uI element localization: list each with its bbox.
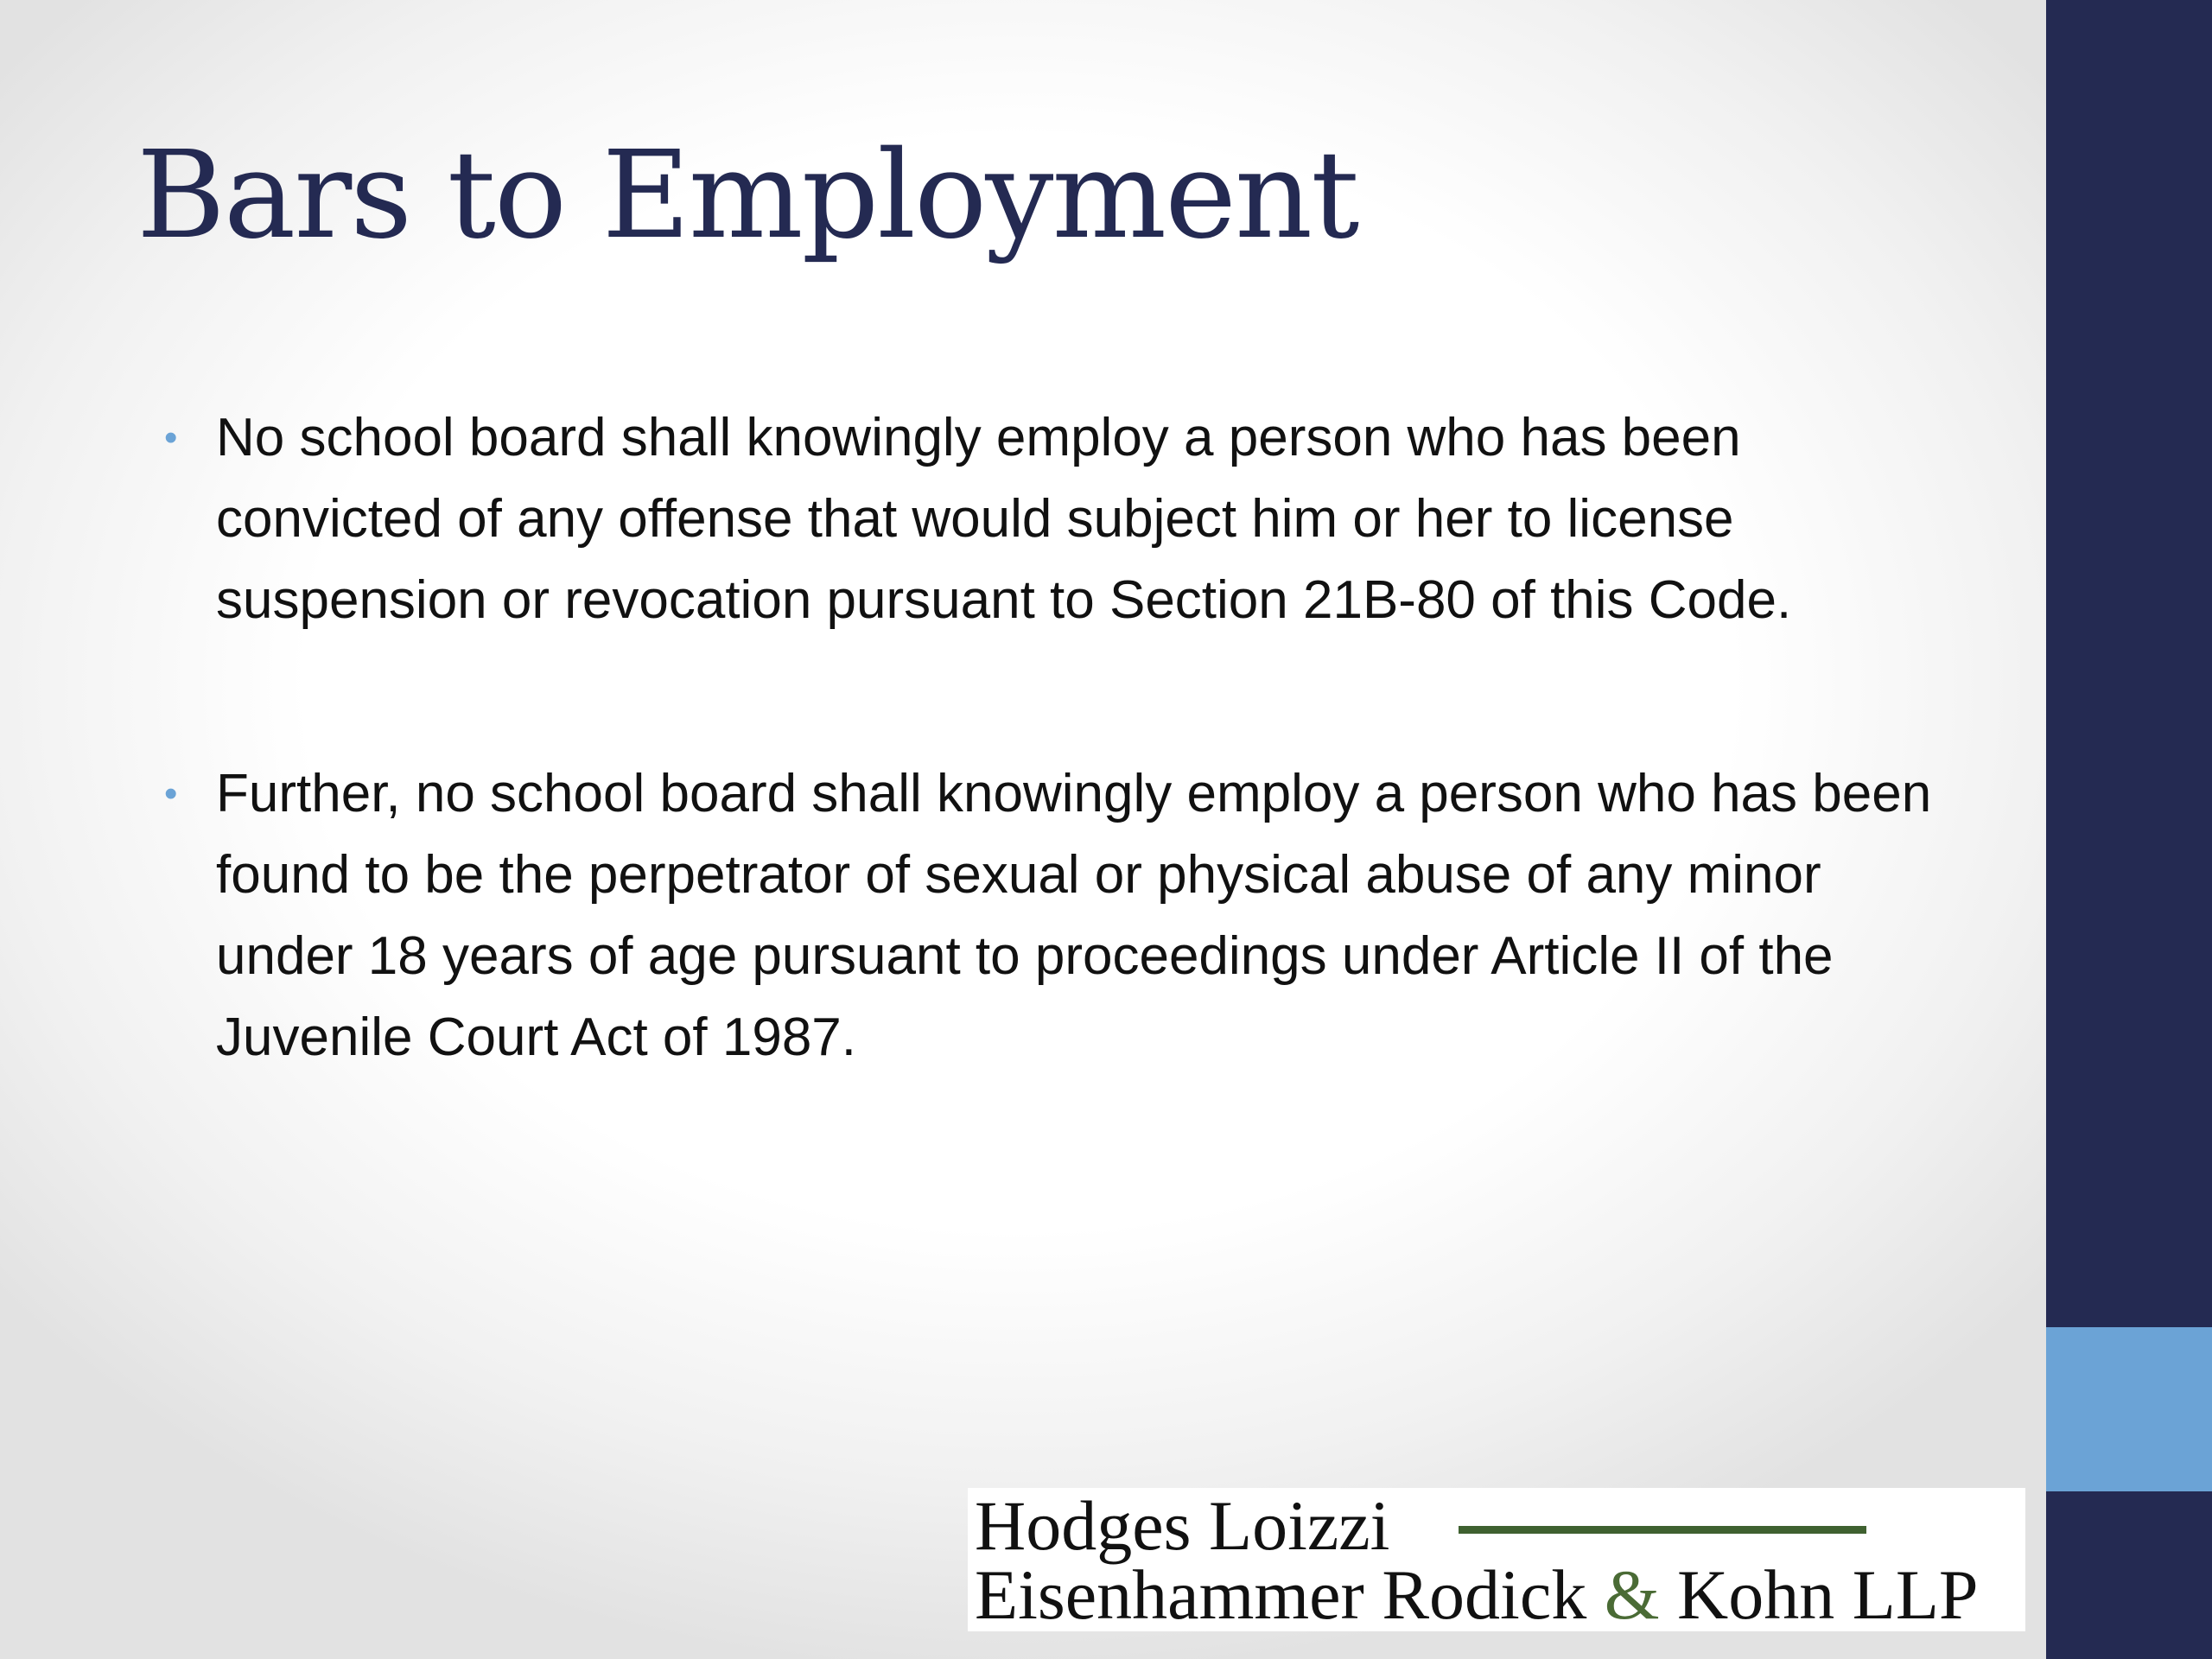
logo-ampersand: & xyxy=(1604,1555,1660,1634)
slide-title: Bars to Employment xyxy=(137,125,1358,266)
logo-line-2 xyxy=(975,1557,1979,1633)
logo-line-1: Hodges Loizzi xyxy=(975,1486,1390,1565)
bullet-text: Further, no school board shall knowingly employ a person who has been found to be the perpetrator of sexual or physical abuse of any minor under 18 years of age pursuant to proceedings under Article II of the Juvenile Court Act of 1987. xyxy=(216,764,1932,1067)
bullet-dot-icon: • xyxy=(164,772,178,815)
bullet-item xyxy=(164,397,1970,641)
sidebar-accent-block xyxy=(2046,1327,2212,1491)
bullet-text: No school board shall knowingly employ a person who has been convicted of any offense that would subject him or her to license suspension or revocation pursuant to Section 21B-80 of this Code. xyxy=(216,408,1792,630)
bullet-item xyxy=(164,753,1970,1078)
bullet-dot-icon: • xyxy=(164,416,178,459)
firm-logo xyxy=(968,1486,2025,1634)
bullet-list xyxy=(164,397,1970,1078)
logo-line-2-part-2: Kohn LLP xyxy=(1659,1555,1979,1634)
logo-rule-line xyxy=(1459,1526,1866,1534)
logo-line-2-part-1: Eisenhammer Rodick xyxy=(975,1555,1605,1634)
